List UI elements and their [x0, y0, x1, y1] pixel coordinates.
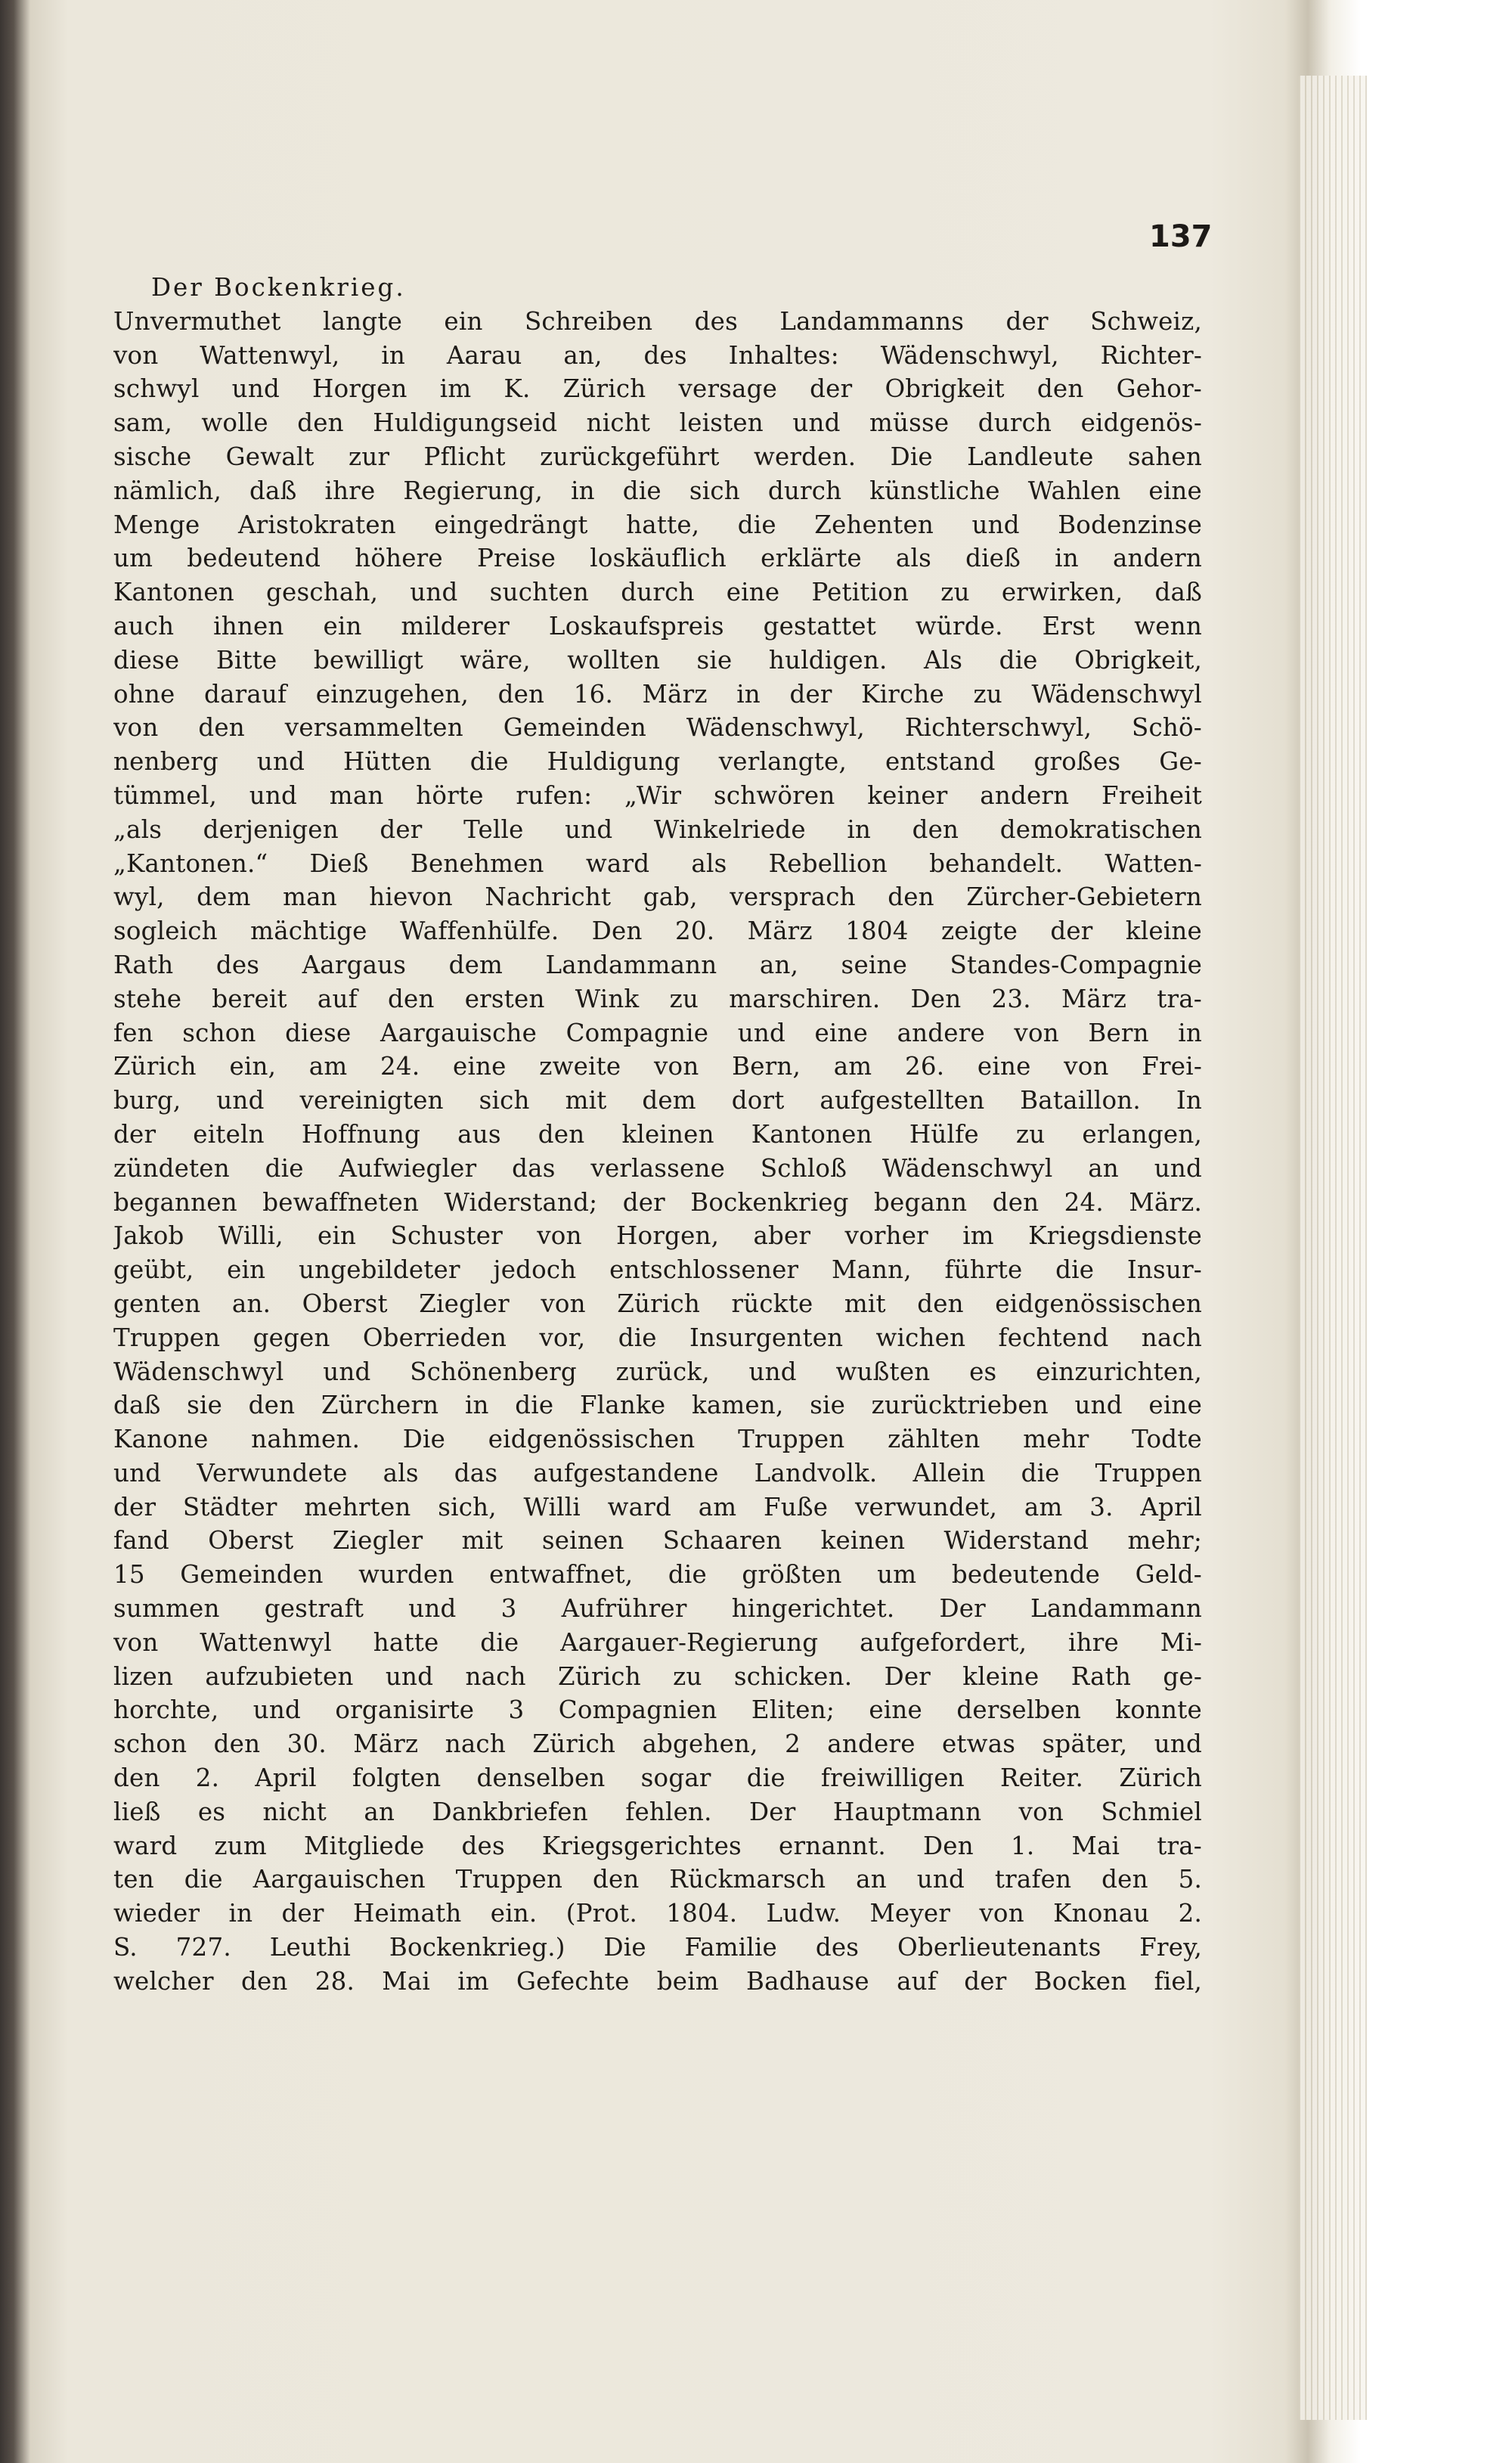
text-line: ohne darauf einzugehen, den 16. März in der Kirche zu Wädenschwyl: [113, 679, 1202, 709]
text-line: daß sie den Zürchern in die Flanke kamen, sie zurücktrieben und eine: [113, 1391, 1202, 1420]
text-line: um bedeutend höhere Preise loskäuflich erklärte als dieß in andern: [113, 544, 1202, 573]
text-line: fand Oberst Ziegler mit seinen Schaaren keinen Widerstand mehr;: [113, 1526, 1202, 1556]
text-line: Kanone nahmen. Die eidgenössischen Truppen zählten mehr Todte: [113, 1425, 1202, 1454]
text-line: burg, und vereinigten sich mit dem dort aufgestellten Bataillon. In: [113, 1086, 1202, 1115]
page-number: 137: [1149, 219, 1213, 254]
text-line: lizen aufzubieten und nach Zürich zu schicken. Der kleine Rath ge-: [113, 1661, 1202, 1691]
text-line: sogleich mächtige Waffenhülfe. Den 20. März 1804 zeigte der kleine: [113, 917, 1202, 946]
text-line: „Kantonen.“ Dieß Benehmen ward als Rebellion behandelt. Watten-: [113, 848, 1202, 878]
text-line: Zürich ein, am 24. eine zweite von Bern, am 26. eine von Frei-: [113, 1052, 1202, 1081]
text-line: von Wattenwyl, in Aarau an, des Inhaltes: Wädenschwyl, Richter-: [113, 340, 1202, 370]
text-line: nenberg und Hütten die Huldigung verlangte, entstand großes Ge-: [113, 747, 1202, 777]
text-line: Truppen gegen Oberrieden vor, die Insurgenten wichen fechtend nach: [113, 1323, 1202, 1352]
text-line: wyl, dem man hievon Nachricht gab, versprach den Zürcher-Gebietern: [113, 883, 1202, 912]
text-line: 15 Gemeinden wurden entwaffnet, die größten um bedeutende Geld-: [113, 1560, 1202, 1590]
text-line: diese Bitte bewilligt wäre, wollten sie huldigen. Als die Obrigkeit,: [113, 645, 1202, 675]
text-line: Unvermuthet langte ein Schreiben des Landammanns der Schweiz,: [113, 306, 1202, 336]
text-line: geübt, ein ungebildeter jedoch entschlossener Mann, führte die Insur-: [113, 1255, 1202, 1285]
text-line: ließ es nicht an Dankbriefen fehlen. Der Hauptmann von Schmiel: [113, 1797, 1202, 1826]
text-line: der Städter mehrten sich, Willi ward am Fuße verwundet, am 3. April: [113, 1492, 1202, 1522]
text-line: schon den 30. März nach Zürich abgehen, 2 andere etwas später, und: [113, 1729, 1202, 1759]
text-line: auch ihnen ein milderer Loskaufspreis gestattet würde. Erst wenn: [113, 611, 1202, 641]
text-line: Wädenschwyl und Schönenberg zurück, und wußten es einzurichten,: [113, 1357, 1202, 1386]
text-line: sam, wolle den Huldigungseid nicht leisten und müsse durch eidgenös-: [113, 408, 1202, 438]
book-page-edges: [1299, 76, 1367, 2420]
text-line: von Wattenwyl hatte die Aargauer-Regierung aufgefordert, ihre Mi-: [113, 1627, 1202, 1657]
text-line: Menge Aristokraten eingedrängt hatte, die Zehenten und Bodenzinse: [113, 510, 1202, 539]
text-line: ward zum Mitgliede des Kriegsgerichtes ernannt. Den 1. Mai tra-: [113, 1831, 1202, 1860]
text-line: Kantonen geschah, und suchten durch eine Petition zu erwirken, daß: [113, 578, 1202, 607]
text-line: Jakob Willi, ein Schuster von Horgen, aber vorher im Kriegsdienste: [113, 1221, 1202, 1251]
text-line: fen schon diese Aargauische Compagnie und eine andere von Bern in: [113, 1018, 1202, 1047]
text-line: Rath des Aargaus dem Landammann an, seine Standes-Compagnie: [113, 950, 1202, 979]
text-line: zündeten die Aufwiegler das verlassene Schloß Wädenschwyl an und: [113, 1153, 1202, 1183]
text-line: ten die Aargauischen Truppen den Rückmarsch an und trafen den 5.: [113, 1865, 1202, 1894]
chapter-heading: Der Bockenkrieg.: [151, 273, 406, 302]
text-line: begannen bewaffneten Widerstand; der Bockenkrieg begann den 24. März.: [113, 1187, 1202, 1217]
text-line: „als derjenigen der Telle und Winkelriede in den demokratischen: [113, 814, 1202, 844]
text-line: summen gestraft und 3 Aufrührer hingerichtet. Der Landammann: [113, 1594, 1202, 1624]
text-line: horchte, und organisirte 3 Compagnien Eliten; eine derselben konnte: [113, 1695, 1202, 1725]
text-line: schwyl und Horgen im K. Zürich versage der Obrigkeit den Gehor-: [113, 374, 1202, 404]
text-line: genten an. Oberst Ziegler von Zürich rückte mit den eidgenössischen: [113, 1289, 1202, 1318]
text-line: S. 727. Leuthi Bockenkrieg.) Die Familie des Oberlieutenants Frey,: [113, 1933, 1202, 1962]
body-text: [113, 271, 1202, 1999]
text-line: den 2. April folgten denselben sogar die freiwilligen Reiter. Zürich: [113, 1763, 1202, 1793]
text-line: von den versammelten Gemeinden Wädenschwyl, Richterschwyl, Schö-: [113, 713, 1202, 743]
text-line: nämlich, daß ihre Regierung, in die sich durch künstliche Wahlen eine: [113, 476, 1202, 505]
text-line: tümmel, und man hörte rufen: „Wir schwören keiner andern Freiheit: [113, 780, 1202, 810]
text-line: sische Gewalt zur Pflicht zurückgeführt werden. Die Landleute sahen: [113, 442, 1202, 471]
text-line: und Verwundete als das aufgestandene Landvolk. Allein die Truppen: [113, 1458, 1202, 1487]
text-line: stehe bereit auf den ersten Wink zu marschiren. Den 23. März tra-: [113, 984, 1202, 1013]
text-line: der eiteln Hoffnung aus den kleinen Kantonen Hülfe zu erlangen,: [113, 1119, 1202, 1149]
text-line: wieder in der Heimath ein. (Prot. 1804. Ludw. Meyer von Knonau 2.: [113, 1899, 1202, 1928]
text-line: welcher den 28. Mai im Gefechte beim Badhause auf der Bocken fiel,: [113, 1966, 1202, 1996]
